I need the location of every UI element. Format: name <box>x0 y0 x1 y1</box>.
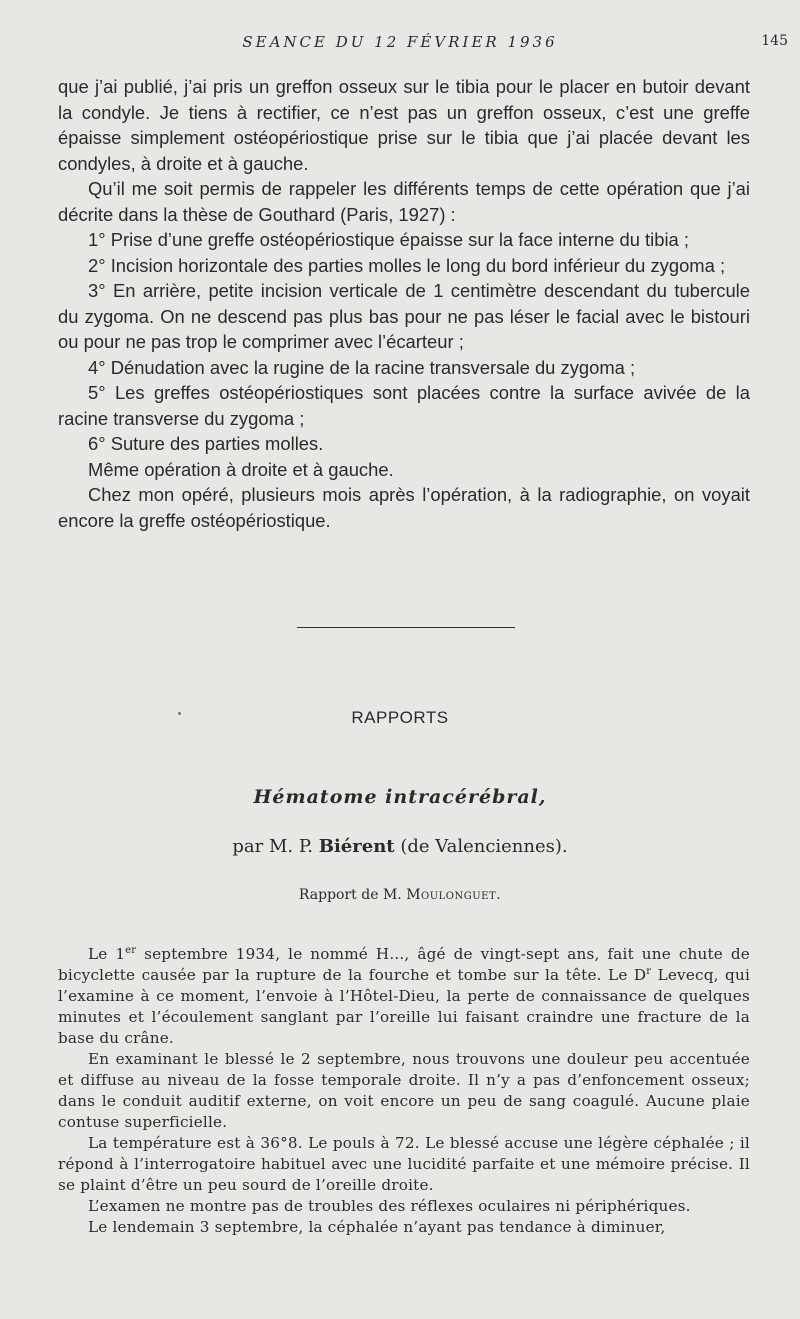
paragraph: Chez mon opéré, plusieurs mois après l’opération, à la radiographie, on voyait encore la greffe ostéopériostique. <box>58 484 750 531</box>
case-report <box>58 944 750 1238</box>
text-run: septembre 1934, le nommé H..., âgé de vingt-sept ans, fait une chute de bicyclette causée par la rupture de la fourche et tombe sur la tête. Le D <box>58 945 750 984</box>
running-header <box>0 30 800 54</box>
section-heading: RAPPORTS <box>351 708 449 727</box>
superscript: r <box>646 965 652 977</box>
byline-prefix: par M. P. <box>232 836 319 857</box>
reporter-name: Moulonguet. <box>406 887 502 903</box>
paragraph: que j’ai publié, j’ai pris un greffon osseux sur le tibia pour le placer en butoir devant la condyle. Je tiens à rectifier, ce n’est pas un greffon osseux, c’est une greffe épaisse simplement ostéopériostique prise sur le tibia que j’ai placée devant les condyles, à droite et à gauche. <box>58 76 750 174</box>
byline <box>0 836 800 857</box>
paragraph <box>58 944 750 1049</box>
byline-suffix: (de Valenciennes). <box>394 836 568 857</box>
paragraph: En examinant le blessé le 2 septembre, nous trouvons une douleur peu accentuée et diffuse au niveau de la fosse temporale droite. Il n’y a pas d’enfoncement osseux; dans le conduit auditif externe, on voit encore un peu de sang coagulé. Aucune plaie contuse superficielle. <box>58 1050 750 1131</box>
list-item: 3° En arrière, petite incision verticale de 1 centimètre descendant du tubercule du zygoma. On ne descend pas plus bas pour ne pas léser le facial avec le bistouri ou pour ne pas trop le comprimer avec l’écarteur ; <box>58 280 750 352</box>
author-name: Biérent <box>318 836 395 857</box>
paragraph: La température est à 36°8. Le pouls à 72. Le blessé accuse une légère céphalée ; il répond à l’interrogatoire habituel avec une lucidité parfaite et une mémoire précise. Il se plaint d’être un peu sourd de l’oreille droite. <box>58 1134 750 1194</box>
paragraph: Même opération à droite et à gauche. <box>88 458 394 480</box>
paragraph: Qu’il me soit permis de rappeler les différents temps de cette opération que j’ai décrite dans la thèse de Gouthard (Paris, 1927) : <box>58 178 750 225</box>
paragraph: L’examen ne montre pas de troubles des réflexes oculaires ni périphériques. <box>88 1197 691 1215</box>
text-run: Levecq, qui l’examine à ce moment, l’envoie à l’Hôtel-Dieu, la perte de connaissance de quelques minutes et l’écoulement sanglant par l’oreille lui faisant craindre une fracture de la base du crâne. <box>58 966 750 1047</box>
list-item: 1° Prise d’une greffe ostéopériostique épaisse sur la face interne du tibia ; <box>88 229 689 250</box>
section-divider <box>297 627 515 628</box>
superscript: er <box>125 944 137 956</box>
list-item: 6° Suture des parties molles. <box>88 433 324 454</box>
list-item: 5° Les greffes ostéopériostiques sont placées contre la surface avivée de la racine transverse du zygoma ; <box>58 382 750 429</box>
page-number: 145 <box>761 33 788 49</box>
paragraph: Le lendemain 3 septembre, la céphalée n’ayant pas tendance à diminuer, <box>88 1218 666 1236</box>
text-run: Le 1 <box>88 945 126 963</box>
body-text <box>58 74 750 533</box>
list-item: 4° Dénudation avec la rugine de la racine transversale du zygoma ; <box>88 356 636 378</box>
running-title: SEANCE DU 12 FÉVRIER 1936 <box>242 33 558 51</box>
report-prefix: Rapport de M. <box>298 887 407 903</box>
report-attribution <box>0 887 800 903</box>
article-title: Hématome intracérébral, <box>253 786 547 808</box>
list-item: 2° Incision horizontale des parties molles le long du bord inférieur du zygoma ; <box>88 254 726 276</box>
